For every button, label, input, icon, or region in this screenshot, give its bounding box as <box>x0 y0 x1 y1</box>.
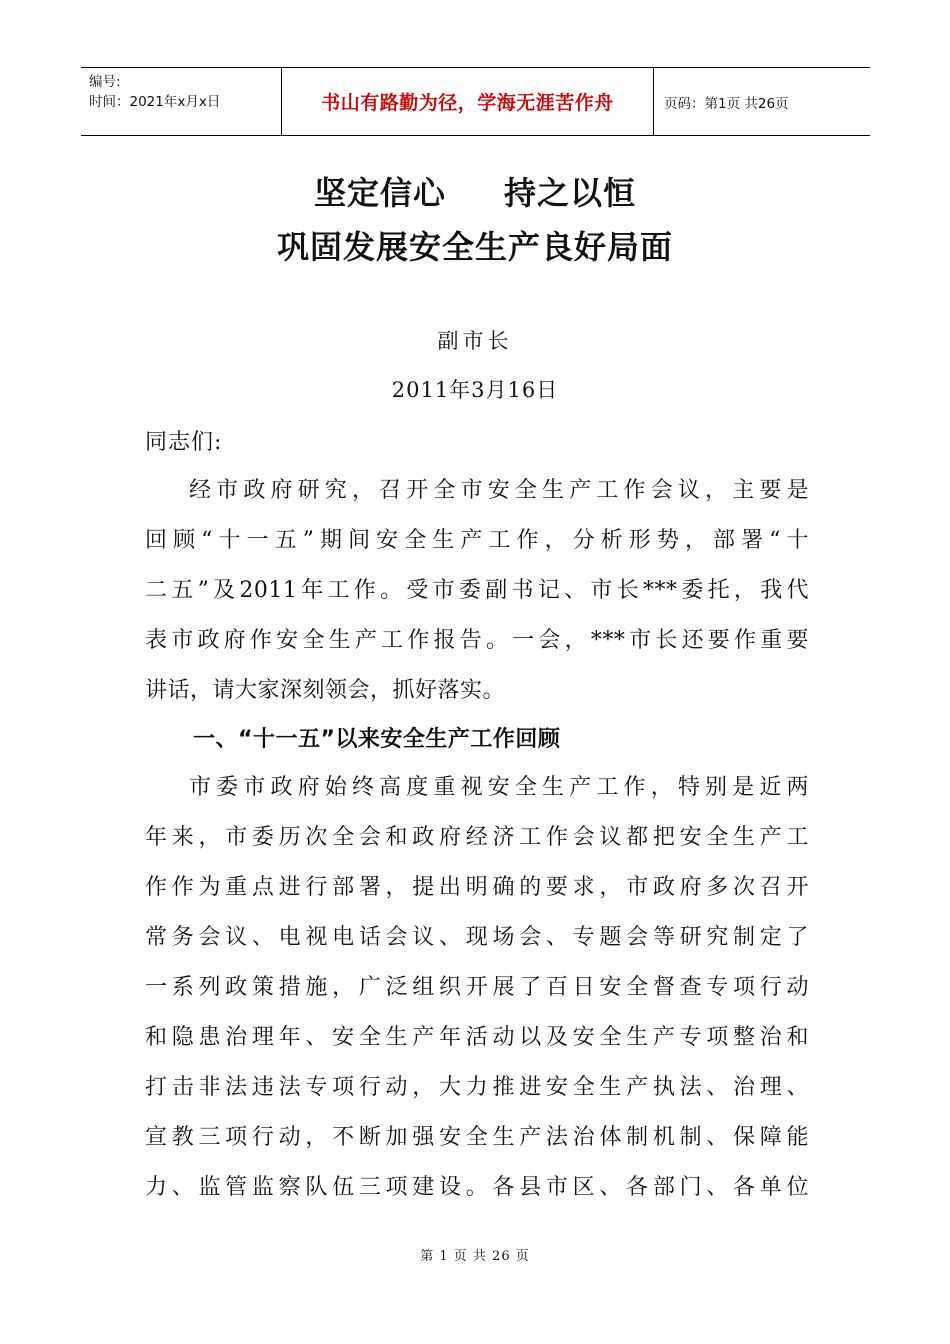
paragraph-line: 讲话，请大家深刻领会，抓好落实。 <box>145 678 506 703</box>
paragraph-line: 经市政府研究，召开全市安全生产工作会议，主要是 <box>189 478 809 503</box>
header-page-cell <box>654 68 870 135</box>
paragraph-line: 二五”及2011年工作。受市委副书记、市长***委托，我代 <box>145 578 809 603</box>
paragraph-line: 年来，市委历次全会和政府经济工作会议都把安全生产工 <box>145 825 809 850</box>
section-heading: 一、“十一五”以来安全生产工作回顾 <box>193 727 561 752</box>
author: 副市长 <box>437 329 513 353</box>
page-footer: 第 1 页 共 26 页 <box>420 1249 530 1264</box>
speech-date: 2011年3月16日 <box>391 378 559 402</box>
paragraph-line: 力、监管监察队伍三项建设。各县市区、各部门、各单位 <box>145 1175 809 1200</box>
header-table <box>81 67 870 136</box>
header-meta-cell <box>81 68 281 135</box>
paragraph-1 <box>145 466 809 716</box>
paragraph-line: 一系列政策措施，广泛组织开展了百日安全督查专项行动 <box>145 975 809 1000</box>
paragraph-line: 和隐患治理年、安全生产年活动以及安全生产专项整治和 <box>145 1025 809 1050</box>
paragraph-line: 常务会议、电视电话会议、现场会、专题会等研究制定了 <box>145 925 809 950</box>
page-info: 页码：第1页 共26页 <box>664 95 789 112</box>
header-motto-cell <box>281 68 654 135</box>
salutation: 同志们: <box>145 430 223 455</box>
document-number-label: 编号: <box>89 74 121 90</box>
paragraph-line: 打击非法违法专项行动，大力推进安全生产执法、治理、 <box>145 1075 809 1100</box>
document-time-label: 时间：2021年x月x日 <box>89 94 221 110</box>
paragraph-2 <box>145 763 809 1213</box>
paragraph-line: 宣教三项行动，不断加强安全生产法治体制机制、保障能 <box>145 1125 809 1150</box>
motto-text: 书山有路勤为径，学海无涯苦作舟 <box>321 92 614 114</box>
title-part2: 持之以恒 <box>504 174 637 212</box>
paragraph-line: 表市政府作安全生产工作报告。一会，***市长还要作重要 <box>145 628 809 653</box>
title-part1: 坚定信心 <box>313 174 446 212</box>
paragraph-line: 市委市政府始终高度重视安全生产工作，特别是近两 <box>189 775 809 800</box>
document-title-line2: 巩固发展安全生产良好局面 <box>276 228 673 266</box>
paragraph-line: 作作为重点进行部署，提出明确的要求，市政府多次召开 <box>145 875 809 900</box>
paragraph-line: 回顾“十一五”期间安全生产工作，分析形势，部署“十 <box>145 528 809 553</box>
document-title-line1 <box>0 168 950 214</box>
